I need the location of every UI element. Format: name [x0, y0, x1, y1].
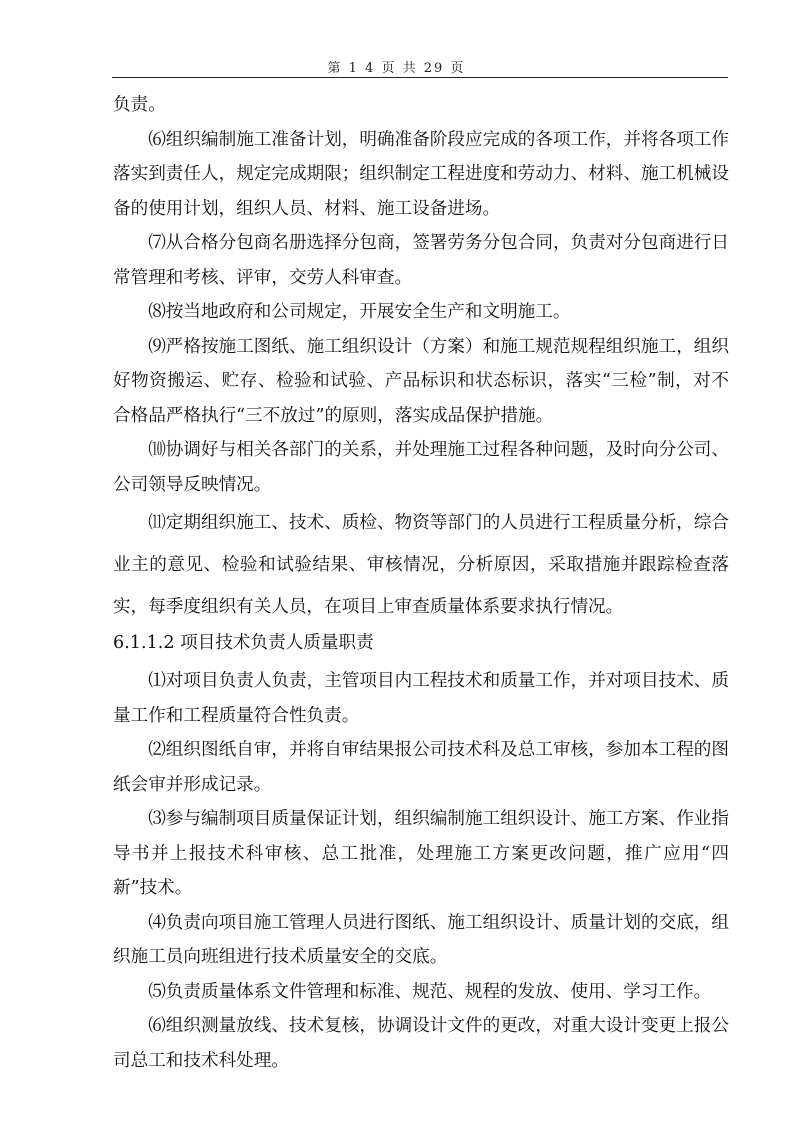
document-body: [113, 88, 729, 1078]
paragraph-item-9: ⑼严格按施工图纸、施工组织设计（方案）和施工规范规程组织施工，组织好物资搬运、贮存、检验和试验、产品标识和状态标识，落实“三检”制，对不合格品严格执行“三不放过”的原则，落实成品保护措施。: [113, 336, 729, 426]
paragraph-item-10: ⑽协调好与相关各部门的关系，并处理施工过程各种问题，及时向分公司、公司领导反映情况。: [113, 440, 729, 495]
section-heading: 6.1.1.2 项目技术负责人质量职责: [113, 633, 374, 653]
section-paragraph-1: ⑴对项目负责人负责，主管项目内工程技术和质量工作，并对项目技术、质量工作和工程质量符合性负责。: [113, 671, 729, 726]
paragraph-item-11: ⑾定期组织施工、技术、质检、物资等部门的人员进行工程质量分析，综合业主的意见、检验和试验结果、审核情况，分析原因，采取措施并跟踪检查落实，每季度组织有关人员，在项目上审查质量体系要求执行情况。: [113, 513, 729, 617]
paragraph-item-6: ⑹组织编制施工准备计划，明确准备阶段应完成的各项工作，并将各项工作落实到责任人，规定完成期限；组织制定工程进度和劳动力、材料、施工机械设备的使用计划，组织人员、材料、施工设备进场。: [113, 129, 729, 219]
section-paragraph-6: ⑹组织测量放线、技术复核，协调设计文件的更改，对重大设计变更上报公司总工和技术科处理。: [113, 1016, 729, 1071]
paragraph-item-8: ⑻按当地政府和公司规定，开展安全生产和文明施工。: [148, 302, 571, 322]
page-header: 第 1 4 页 共 29 页: [327, 61, 466, 76]
section-paragraph-4: ⑷负责向项目施工管理人员进行图纸、施工组织设计、质量计划的交底，组织施工员向班组进行技术质量安全的交底。: [113, 912, 729, 967]
paragraph-continuation: 负责。: [113, 95, 166, 115]
section-paragraph-2: ⑵组织图纸自审，并将自审结果报公司技术科及总工审核，参加本工程的图纸会审并形成记录。: [113, 740, 729, 795]
section-paragraph-5: ⑸负责质量体系文件管理和标准、规范、规程的发放、使用、学习工作。: [148, 981, 712, 1002]
section-paragraph-3: ⑶参与编制项目质量保证计划，组织编制施工组织设计、施工方案、作业指导书并上报技术科审核、总工批准，处理施工方案更改问题，推广应用“四新”技术。: [113, 809, 729, 898]
paragraph-item-7: ⑺从合格分包商名册选择分包商，签署劳务分包合同，负责对分包商进行日常管理和考核、评审，交劳人科审查。: [113, 233, 729, 288]
header-divider: [112, 77, 728, 78]
